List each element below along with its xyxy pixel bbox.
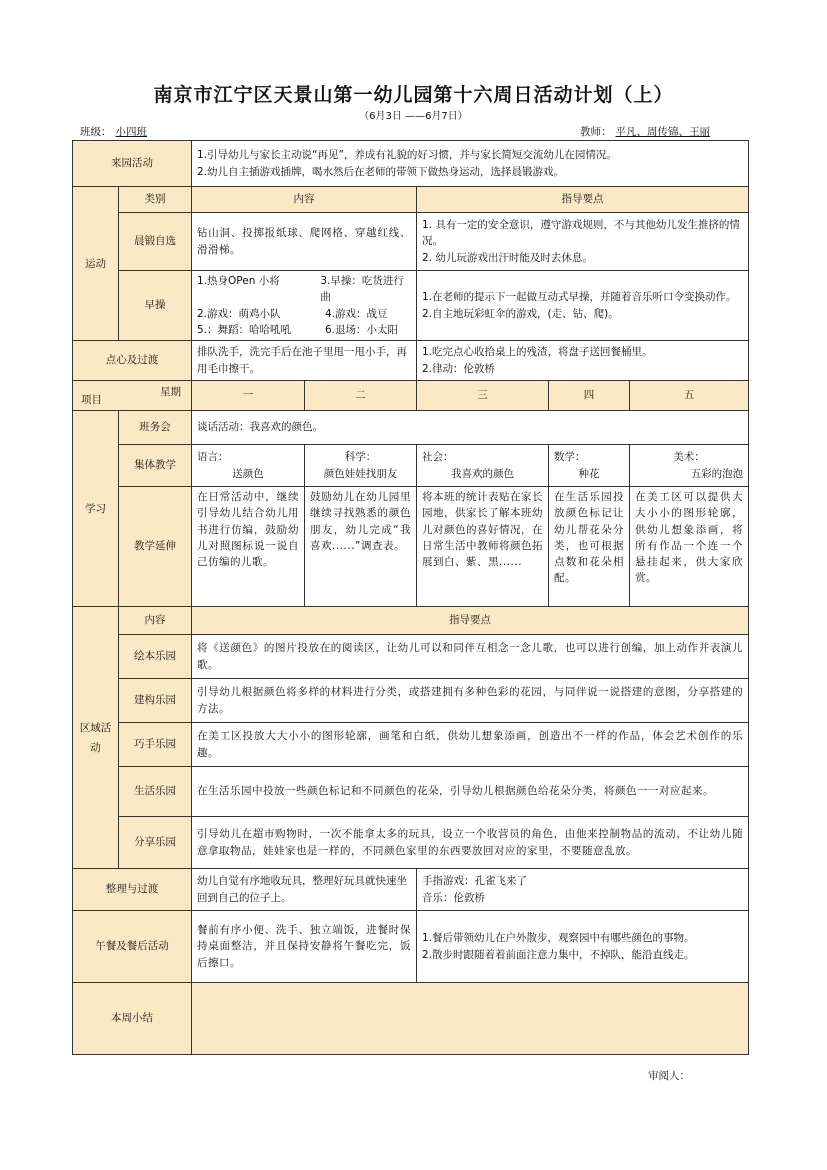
corner-item: 项目 <box>81 393 102 406</box>
row-tidy <box>73 869 749 911</box>
morning-guide-1: 1. 具有一定的安全意识，遵守游戏规则，不与其他幼儿发生推挤的情况。 <box>422 219 740 248</box>
snack-guide <box>417 341 749 381</box>
teach-tue: 科学： 颜色娃娃找朋友 <box>305 445 417 487</box>
snack-guide-1: 1.吃完点心收拾桌上的残渣，将盘子送回餐桶里。 <box>422 346 653 359</box>
tidy-game: 手指游戏：孔雀飞来了 <box>422 875 527 888</box>
morning-label: 晨锻自选 <box>119 213 192 271</box>
area-name-1: 绘本乐园 <box>119 635 192 679</box>
teacher-info <box>580 124 714 139</box>
area-name-4: 生活乐园 <box>119 767 192 817</box>
sport-label: 运动 <box>73 187 119 341</box>
days-corner <box>73 381 192 411</box>
row-days-header <box>73 381 749 411</box>
area-text-2: 引导幼儿根据颜色将多样的材料进行分类，或搭建拥有多种色彩的花园，与同伴说一说搭建的意图，分享搭建的方法。 <box>192 679 749 723</box>
teacher-label: 教师： <box>580 126 612 138</box>
area-text-5: 引导幼儿在超市购物时，一次不能拿太多的玩具，设立一个收营员的角色，由他来控制物品的流动，不让幼儿随意拿取物品，娃娃家也是一样的，不同颜色家里的东西要放回对应的家里，不要随意乱放。 <box>192 817 749 869</box>
day-fri: 五 <box>630 381 749 411</box>
tidy-music: 音乐：伦敦桥 <box>422 891 485 904</box>
tidy-content: 幼儿自觉有序地收玩具，整理好玩具就快速坐回到自己的位子上。 <box>192 869 417 911</box>
row-snack <box>73 341 749 381</box>
learning-label: 学习 <box>73 411 119 607</box>
row-morning-exercise <box>73 213 749 271</box>
area-name-2: 建构乐园 <box>119 679 192 723</box>
area-name-3: 巧手乐园 <box>119 723 192 767</box>
exercise-item-4: 4.游戏：战豆 <box>325 307 388 320</box>
row-lunch <box>73 911 749 983</box>
exercise-label: 早操 <box>119 271 192 341</box>
activity-plan-table <box>72 140 749 1055</box>
ext-wed: 将本班的统计表贴在家长园地，供家长了解本班幼儿对颜色的喜好情况，在日常生活中教师将颜色拓展到白、紫、黑...... <box>417 487 549 607</box>
page-title: 南京市江宁区天景山第一幼儿园第十六周日活动计划（上） <box>153 84 674 106</box>
day-wed: 三 <box>417 381 549 411</box>
teach-fri: 美术： 五彩的泡泡 <box>630 445 749 487</box>
arrival-content <box>192 141 749 187</box>
exercise-item-3: 3.早操：吃货进行曲 <box>320 275 404 304</box>
exercise-item-6: 6.退场：小太阳 <box>325 323 399 336</box>
teach-thu: 数学： 种花 <box>549 445 630 487</box>
sport-col-guide: 指导要点 <box>417 187 749 213</box>
meeting-label: 班务会 <box>119 411 192 445</box>
area-col-content: 内容 <box>119 607 192 635</box>
lunch-guide-2: 2.散步时跟随着着前面注意力集中，不掉队，能沿直线走。 <box>422 948 695 961</box>
snack-guide-2: 2.律动：伦敦桥 <box>422 362 496 375</box>
ext-fri: 在美工区可以提供大大小小的图形轮廓，供幼儿想象添画，将所有作品一个连一个悬挂起来，供大家欣赏。 <box>630 487 749 607</box>
day-mon: 一 <box>192 381 305 411</box>
row-area-building <box>73 679 749 723</box>
area-name-5: 分享乐园 <box>119 817 192 869</box>
arrival-line-2: 2.幼儿自主插游戏插牌，喝水然后在老师的带领下做热身运动，选择晨锻游戏。 <box>197 165 565 178</box>
row-area-craft <box>73 723 749 767</box>
row-exercise <box>73 271 749 341</box>
sport-col-content: 内容 <box>192 187 417 213</box>
arrival-line-1: 1.引导幼儿与家长主动说“再见”，养成有礼貌的好习惯，并与家长简短交流幼儿在园情况。 <box>197 149 617 162</box>
lunch-content: 餐前有序小便、洗手、独立端饭，进餐时保持桌面整洁，并且保持安静将午餐吃完，饭后擦口。 <box>192 911 417 983</box>
snack-label: 点心及过渡 <box>73 341 192 381</box>
teach-mon: 语言： 送颜色 <box>192 445 305 487</box>
sport-col-type: 类别 <box>119 187 192 213</box>
row-area-picturebook <box>73 635 749 679</box>
row-area-life <box>73 767 749 817</box>
row-sport-header <box>73 187 749 213</box>
teach-wed: 社会： 我喜欢的颜色 <box>417 445 549 487</box>
exercise-item-2: 2.游戏：萌鸡小队 <box>197 307 281 320</box>
summary-label: 本周小结 <box>73 983 192 1055</box>
date-range: （6月3日 ——6月7日） <box>359 111 468 122</box>
morning-guide <box>417 213 749 271</box>
exercise-item-5: 5.：舞蹈：哈哈吼吼 <box>197 323 292 336</box>
day-tue: 二 <box>305 381 417 411</box>
row-arrival <box>73 141 749 187</box>
row-area-header <box>73 607 749 635</box>
teach-label: 集体教学 <box>119 445 192 487</box>
tidy-label: 整理与过渡 <box>73 869 192 911</box>
lunch-guide <box>417 911 749 983</box>
row-area-share <box>73 817 749 869</box>
ext-thu: 在生活乐园投放颜色标记让幼儿帮花朵分类，也可根据点数和花朵相配。 <box>549 487 630 607</box>
exercise-item-1: 1.热身OPen 小将 <box>197 275 280 287</box>
arrival-label: 来园活动 <box>73 141 192 187</box>
row-group-teaching <box>73 445 749 487</box>
morning-guide-2: 2. 幼儿玩游戏出汗时能及时去休息。 <box>422 251 593 264</box>
summary-content[interactable] <box>192 983 749 1055</box>
corner-weekday: 星期 <box>160 386 181 399</box>
row-class-meeting <box>73 411 749 445</box>
area-text-4: 在生活乐园中投放一些颜色标记和不同颜色的花朵，引导幼儿根据颜色给花朵分类，将颜色一一对应起来。 <box>192 767 749 817</box>
exercise-guide-2: 2.自主地玩彩虹伞的游戏，(走、钻、爬)。 <box>422 307 619 320</box>
day-thu: 四 <box>549 381 630 411</box>
meeting-content: 谈话活动：我喜欢的颜色。 <box>192 411 749 445</box>
snack-content: 排队洗手，洗完手后在池子里甩一甩小手，再用毛巾擦干。 <box>192 341 417 381</box>
exercise-content <box>192 271 417 341</box>
class-info <box>80 124 187 139</box>
row-summary <box>73 983 749 1055</box>
morning-content: 钻山洞、投掷报纸球、爬网格、穿越红线、滑滑梯。 <box>192 213 417 271</box>
area-label: 区域活动 <box>73 607 119 869</box>
area-col-guide: 指导要点 <box>192 607 749 635</box>
exercise-guide <box>417 271 749 341</box>
area-text-1: 将《送颜色》的图片投放在的阅读区，让幼儿可以和同伴互相念一念儿歌，也可以进行创编，加上动作并表演儿歌。 <box>192 635 749 679</box>
lunch-guide-1: 1.餐后带领幼儿在户外散步，观察园中有哪些颜色的事物。 <box>422 932 695 945</box>
reviewer-label: 审阅人： <box>648 1070 690 1082</box>
class-label: 班级： <box>80 126 112 138</box>
row-teaching-extension <box>73 487 749 607</box>
tidy-guide <box>417 869 749 911</box>
exercise-guide-1: 1.在老师的提示下一起做互动式早操，并随着音乐听口令变换动作。 <box>422 291 737 304</box>
class-value: 小四班 <box>115 126 147 138</box>
ext-label: 教学延伸 <box>119 487 192 607</box>
lunch-label: 午餐及餐后活动 <box>73 911 192 983</box>
teacher-value: 平凡、周传锦、王丽 <box>615 126 710 138</box>
area-text-3: 在美工区投放大大小小的图形轮廓，画笔和白纸，供幼儿想象添画，创造出不一样的作品，体会艺术创作的乐趣。 <box>192 723 749 767</box>
ext-mon: 在日常活动中，继续引导幼儿结合幼儿用书进行仿编，鼓励幼儿对照图标说一说自己仿编的儿歌。 <box>192 487 305 607</box>
ext-tue: 鼓励幼儿在幼儿园里继续寻找熟悉的颜色朋友，幼儿完成“我喜欢......”调查表。 <box>305 487 417 607</box>
